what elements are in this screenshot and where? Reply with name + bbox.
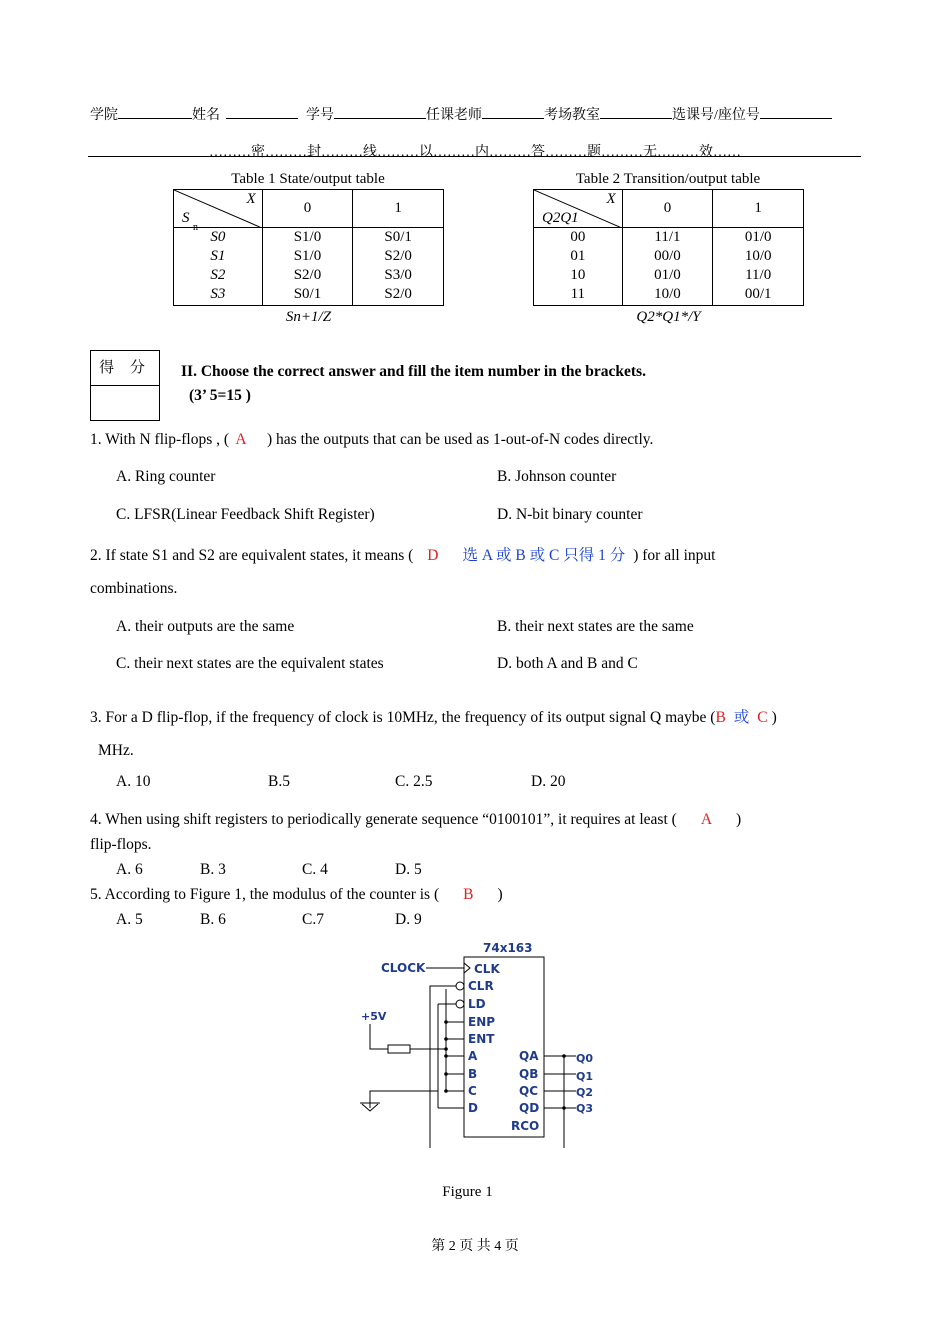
table2-caption: Table 2 Transition/output table	[575, 171, 761, 187]
student-no-blank[interactable]	[334, 106, 426, 119]
q3-option-a: A. 10	[116, 773, 151, 790]
exam-header	[90, 104, 832, 124]
feedback-to-clr	[430, 986, 456, 1148]
table2-state: 00	[570, 229, 586, 245]
pin-rco: RCO	[511, 1119, 540, 1133]
table1-caption: Table 1 State/output table	[231, 171, 385, 187]
question-3	[90, 705, 777, 727]
table1-cell: S3/0	[384, 267, 412, 283]
q5-text-post: )	[497, 886, 503, 903]
page-footer: 第 2 页 共 4 页	[431, 1239, 519, 1254]
pin-d: D	[468, 1101, 478, 1115]
q3-or: 或	[733, 709, 750, 726]
q3-option-b: B.5	[268, 773, 290, 790]
table2-cell: 01/0	[744, 229, 772, 245]
table2-states	[534, 228, 623, 306]
clk-triangle	[464, 963, 470, 973]
table1-corner	[174, 190, 263, 233]
q5-answer[interactable]: B	[463, 886, 474, 903]
question-1	[90, 431, 653, 449]
q3-text: 3. For a D flip-flop, if the frequency of clock is 10MHz, the frequency of its output signal Q maybe (	[90, 709, 716, 726]
pin-qa: QA	[519, 1049, 539, 1063]
score-field[interactable]	[91, 386, 159, 420]
table1-cell: S2/0	[384, 248, 412, 264]
ld-bubble	[456, 1000, 464, 1008]
q1-option-a: A. Ring counter	[116, 468, 216, 485]
q2-continued: combinations.	[90, 580, 178, 597]
name-blank[interactable]	[226, 106, 298, 119]
seal-line: ………密………封………线………以………内………答………题………无………效……	[209, 145, 741, 160]
q3-text-post: )	[771, 709, 777, 726]
clock-label: CLOCK	[381, 961, 426, 975]
q4-option-b: B. 3	[200, 861, 226, 878]
q2-text-post: ) for all input	[633, 547, 716, 564]
out-q3: Q3	[576, 1102, 594, 1115]
table1-state: S1	[210, 248, 226, 264]
table2	[533, 189, 804, 306]
resistor-symbol	[388, 1045, 410, 1053]
pin-ld: LD	[468, 997, 486, 1011]
q1-option-d: D. N-bit binary counter	[497, 506, 643, 523]
table1-cell: S1/0	[293, 248, 322, 264]
table1-cell: S2/0	[384, 286, 412, 302]
junction	[444, 1047, 448, 1051]
figure-1-circuit	[350, 938, 610, 1148]
pin-qb: QB	[519, 1067, 539, 1081]
table2-state: 11	[570, 286, 586, 302]
table2-cell: 11/1	[654, 229, 681, 245]
q2-text: 2. If state S1 and S2 are equivalent states, it means (	[90, 547, 414, 564]
table2-cell: 00/1	[744, 286, 772, 302]
table2-next1	[713, 228, 804, 306]
q4-option-c: C. 4	[302, 861, 328, 878]
out-q1: Q1	[576, 1070, 594, 1083]
table1-next1	[353, 228, 444, 306]
table1-cell: S2/0	[293, 267, 322, 283]
pin-c: C	[468, 1084, 477, 1098]
q1-text-post: ) has the outputs that can be used as 1-out-of-N codes directly.	[267, 431, 654, 448]
q2-answer[interactable]: D	[427, 547, 439, 564]
table2-state: 01	[570, 248, 586, 264]
q4-option-d: D. 5	[395, 861, 422, 878]
table2-cell: 11/0	[745, 267, 772, 283]
q5-text: 5. According to Figure 1, the modulus of the counter is (	[90, 886, 440, 903]
table2-cell: 10/0	[744, 248, 772, 264]
table1-corner-s-sub: n	[193, 222, 198, 233]
table1-footer: Sn+1/Z	[285, 309, 332, 325]
pin-a: A	[468, 1049, 478, 1063]
table1-corner-s: S	[182, 210, 190, 226]
junction	[444, 1072, 448, 1076]
table2-col1: 1	[713, 190, 804, 228]
pin-qc: QC	[519, 1084, 539, 1098]
pin-qd: QD	[519, 1101, 540, 1115]
score-label: 得 分	[91, 351, 159, 386]
chip-label: 74x163	[483, 941, 533, 955]
q4-text: 4. When using shift registers to periodically generate sequence “0100101”, it requires at least (	[90, 811, 677, 828]
table1-cell: S1/0	[293, 229, 322, 245]
section-title: II. Choose the correct answer and fill the item number in the brackets.	[181, 363, 646, 380]
junction	[444, 1037, 448, 1041]
pin-ent: ENT	[468, 1032, 495, 1046]
q3-answer-2[interactable]: C	[757, 709, 768, 726]
pin-clr: CLR	[468, 979, 494, 993]
question-4	[90, 811, 741, 829]
clr-bubble	[456, 982, 464, 990]
table2-corner	[534, 190, 623, 228]
q5-option-b: B. 6	[200, 911, 226, 928]
q2-option-d: D. both A and B and C	[497, 655, 638, 672]
table2-cell: 10/0	[654, 286, 681, 302]
pin-enp: ENP	[468, 1015, 496, 1029]
ground-wire	[370, 1091, 438, 1108]
q1-option-c: C. LFSR(Linear Feedback Shift Register)	[116, 506, 375, 523]
vcc-label: +5V	[361, 1010, 387, 1023]
section-points: (3’ 5=15 )	[189, 387, 251, 404]
q4-answer[interactable]: A	[700, 811, 713, 828]
q4-option-a: A. 6	[116, 861, 143, 878]
out-q2: Q2	[576, 1086, 594, 1099]
question-2	[90, 543, 715, 565]
table2-cell: 01/0	[654, 267, 681, 283]
room-label: 考场教室	[544, 108, 600, 123]
college-label: 学院	[90, 108, 118, 123]
table2-footer: Q2*Q1*/Y	[636, 309, 701, 325]
table2-state: 10	[570, 267, 586, 283]
table1-col0: 0	[262, 190, 353, 228]
q4-continued: flip-flops.	[90, 836, 152, 853]
q3-answer-1[interactable]: B	[715, 709, 726, 726]
room-blank[interactable]	[600, 106, 672, 119]
q2-option-b: B. their next states are the same	[497, 618, 694, 635]
q3-option-d: D. 20	[531, 773, 566, 790]
junction	[444, 1020, 448, 1024]
q5-option-c: C.7	[302, 911, 324, 928]
table1-corner-x: X	[246, 191, 256, 207]
table1-next0	[262, 228, 353, 306]
table1-states	[174, 228, 263, 306]
q4-text-post: )	[736, 811, 742, 828]
table1-state: S3	[210, 286, 226, 302]
student-no-label: 学号	[306, 108, 334, 123]
q1-option-b: B. Johnson counter	[497, 468, 617, 485]
q1-text: 1. With N flip-flops , (	[90, 431, 230, 448]
figure-caption: Figure 1	[442, 1184, 493, 1200]
q1-answer[interactable]: A	[235, 431, 247, 448]
header-rule	[88, 156, 861, 157]
q3-continued: MHz.	[98, 742, 134, 759]
table2-col0: 0	[622, 190, 713, 228]
q3-option-c: C. 2.5	[395, 773, 433, 790]
q5-option-d: D. 9	[395, 911, 422, 928]
score-box	[90, 350, 160, 421]
table1-state: S2	[210, 267, 226, 283]
pin-b: B	[468, 1067, 478, 1081]
question-5	[90, 886, 503, 904]
table2-cell: 00/0	[654, 248, 681, 264]
table1	[173, 189, 444, 306]
vcc-wire	[370, 1024, 388, 1049]
teacher-label: 任课老师	[426, 108, 482, 123]
table1-col1: 1	[353, 190, 444, 228]
table1-cell: S0/1	[293, 286, 322, 302]
table2-next0	[622, 228, 713, 306]
table2-corner-q: Q2Q1	[542, 210, 579, 226]
teacher-blank[interactable]	[482, 106, 544, 119]
college-blank[interactable]	[118, 106, 192, 119]
q2-grading-note: 选 A 或 B 或 C 只得 1 分	[462, 547, 626, 564]
table1-state: S0	[210, 229, 226, 245]
junction	[444, 1089, 448, 1093]
pin-clk: CLK	[474, 962, 500, 976]
q2-option-c: C. their next states are the equivalent states	[116, 655, 384, 672]
table2-corner-x: X	[606, 191, 616, 207]
out-q0: Q0	[576, 1052, 594, 1065]
q2-option-a: A. their outputs are the same	[116, 618, 295, 635]
seat-blank[interactable]	[760, 106, 832, 119]
q5-option-a: A. 5	[116, 911, 143, 928]
junction	[444, 1054, 448, 1058]
table1-cell: S0/1	[384, 229, 412, 245]
seat-label: 选课号/座位号	[672, 108, 760, 123]
name-label: 姓名	[192, 108, 220, 123]
